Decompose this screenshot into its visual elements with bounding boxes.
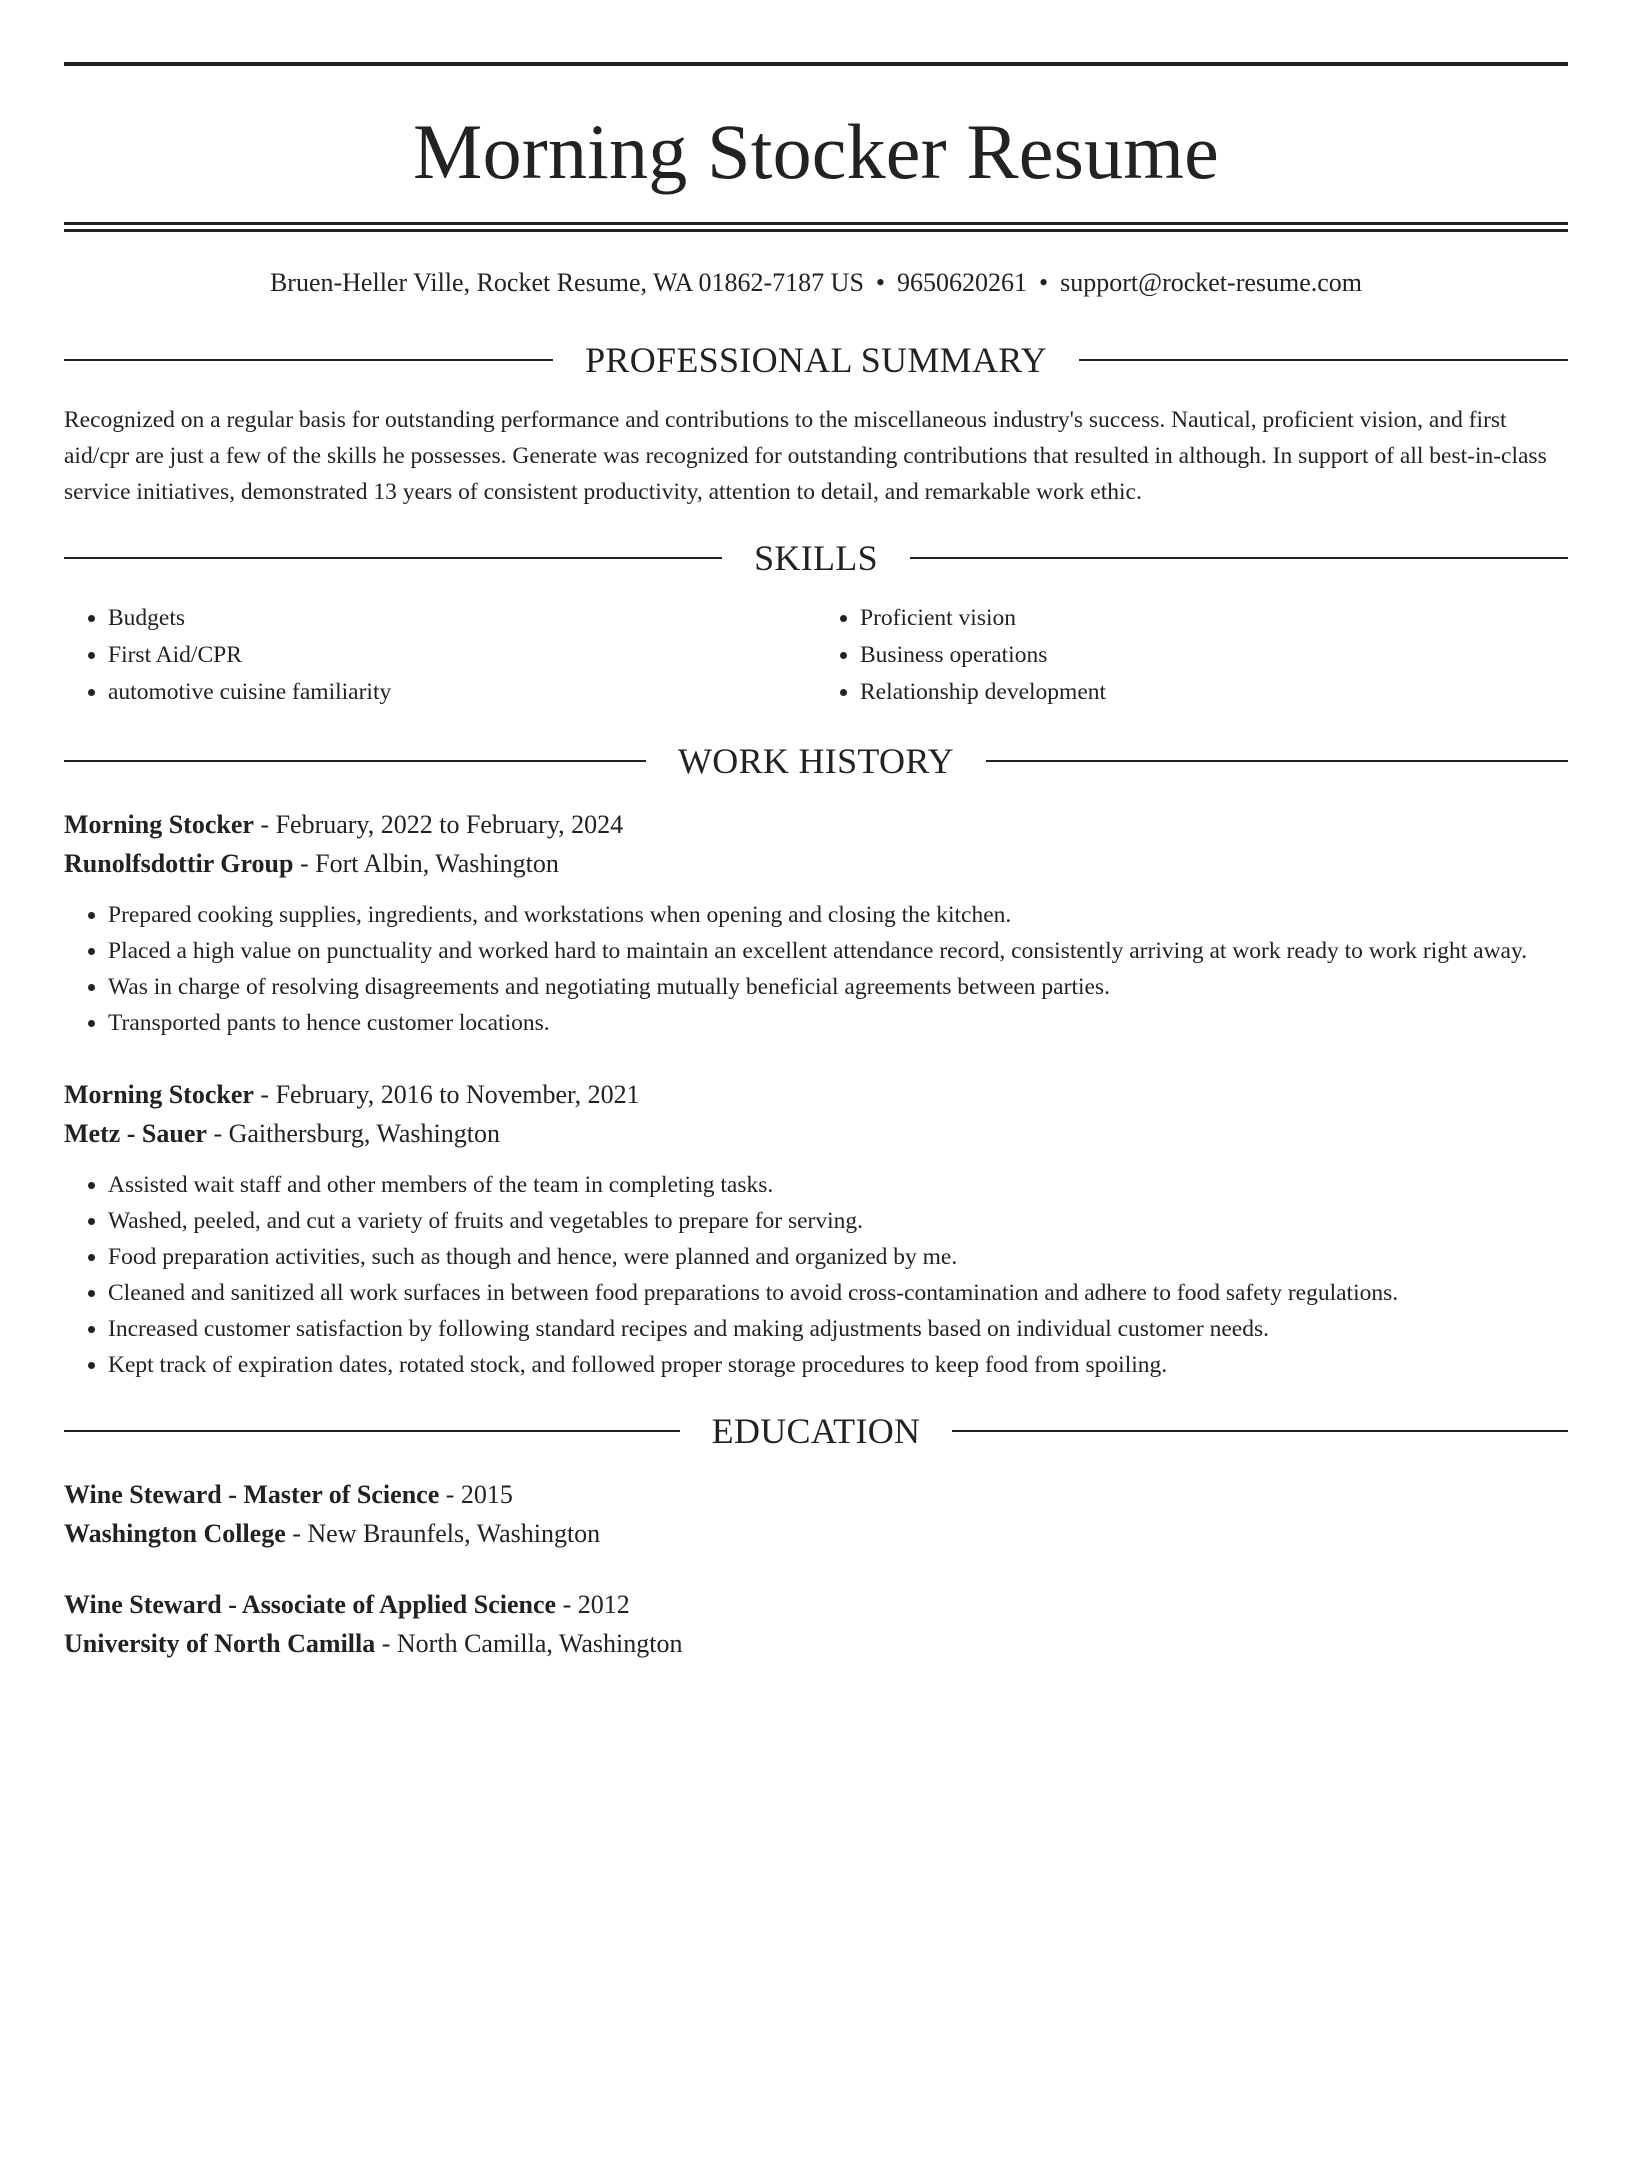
education-degree-line bbox=[64, 1475, 1568, 1514]
job-bullet: • Washed, peeled, and cut a variety of fruits and vegetables to prepare for serving. bbox=[108, 1203, 1568, 1239]
section-rule bbox=[986, 760, 1568, 762]
skill-item: • First Aid/CPR bbox=[108, 637, 816, 674]
job-company: Runolfsdottir Group bbox=[64, 849, 294, 878]
section-rule bbox=[1079, 359, 1568, 361]
job-entry bbox=[64, 1075, 1568, 1383]
job-bullet: • Placed a high value on punctuality and worked hard to maintain an excellent attendance record, consistently arriving at work ready to work right away. bbox=[108, 933, 1568, 969]
section-rule bbox=[910, 557, 1568, 559]
education-degree: Wine Steward - Master of Science bbox=[64, 1480, 440, 1509]
contact-separator: • bbox=[1039, 268, 1049, 297]
education-school: University of North Camilla bbox=[64, 1629, 376, 1658]
skills-list bbox=[64, 600, 1568, 711]
education-degree-line bbox=[64, 1585, 1568, 1624]
section-title-skills: SKILLS bbox=[754, 538, 878, 578]
job-title-line bbox=[64, 805, 1568, 844]
education-entry bbox=[64, 1475, 1568, 1553]
skill-item: • Relationship development bbox=[860, 674, 1568, 711]
job-bullet: • Prepared cooking supplies, ingredients, and workstations when opening and closing the kitchen. bbox=[108, 897, 1568, 933]
section-header-education bbox=[64, 1409, 1568, 1453]
job-bullets bbox=[64, 1167, 1568, 1383]
education-school: Washington College bbox=[64, 1519, 286, 1548]
job-bullet: • Kept track of expiration dates, rotated stock, and followed proper storage procedures to keep food from spoiling. bbox=[108, 1347, 1568, 1383]
section-title-summary: PROFESSIONAL SUMMARY bbox=[585, 340, 1047, 380]
contact-separator: • bbox=[875, 268, 886, 297]
section-rule bbox=[64, 557, 722, 559]
job-company-line bbox=[64, 844, 1568, 883]
section-header-summary bbox=[64, 338, 1568, 382]
education-location: - North Camilla, Washington bbox=[375, 1629, 683, 1658]
contact-address: Bruen-Heller Ville, Rocket Resume, WA 01862-7187 US bbox=[269, 268, 864, 297]
skill-item: • Budgets bbox=[108, 600, 816, 637]
job-title: Morning Stocker bbox=[64, 1080, 254, 1109]
education-year: - 2015 bbox=[439, 1480, 513, 1509]
contact-email: support@rocket-resume.com bbox=[1060, 268, 1363, 297]
section-header-skills bbox=[64, 536, 1568, 580]
section-rule bbox=[64, 1430, 680, 1432]
job-bullets bbox=[64, 897, 1568, 1041]
job-title-line bbox=[64, 1075, 1568, 1114]
job-bullet: • Transported pants to hence customer locations. bbox=[108, 1005, 1568, 1041]
contact-phone: 9650620261 bbox=[897, 268, 1028, 297]
job-dates: - February, 2016 to November, 2021 bbox=[253, 1080, 640, 1109]
education-school-line bbox=[64, 1624, 1568, 1663]
education-location: - New Braunfels, Washington bbox=[285, 1519, 601, 1548]
resume-title: Morning Stocker Resume bbox=[413, 108, 1219, 195]
education-year: - 2012 bbox=[556, 1590, 630, 1619]
top-rule bbox=[64, 62, 1568, 66]
section-rule bbox=[952, 1430, 1568, 1432]
section-rule bbox=[64, 760, 646, 762]
job-entry bbox=[64, 805, 1568, 1041]
section-title-education: EDUCATION bbox=[711, 1411, 921, 1451]
section-header-work bbox=[64, 739, 1568, 783]
job-bullet: • Food preparation activities, such as though and hence, were planned and organized by me. bbox=[108, 1239, 1568, 1275]
education-school-line bbox=[64, 1514, 1568, 1553]
skill-item: • Proficient vision bbox=[860, 600, 1568, 637]
title-double-rule bbox=[64, 222, 1568, 232]
job-location: - Gaithersburg, Washington bbox=[206, 1119, 500, 1148]
job-company-line bbox=[64, 1114, 1568, 1153]
summary-text: Recognized on a regular basis for outstanding performance and contributions to the miscellaneous industry's success. Nautical, proficient vision, and first aid/cpr are just a few of the skills he possesses. Generate was recognized for outstanding contributions that resulted in although. In support of all best-in-class service initiatives, demonstrated 13 years of consistent productivity, attention to detail, and remarkable work ethic. bbox=[64, 407, 1547, 505]
section-rule bbox=[64, 359, 553, 361]
education-degree: Wine Steward - Associate of Applied Science bbox=[64, 1590, 557, 1619]
section-title-work: WORK HISTORY bbox=[678, 741, 954, 781]
contact-line bbox=[64, 266, 1568, 300]
job-title: Morning Stocker bbox=[64, 810, 254, 839]
skills-column-left bbox=[64, 600, 816, 711]
education-entry bbox=[64, 1585, 1568, 1663]
job-bullet: • Assisted wait staff and other members of the team in completing tasks. bbox=[108, 1167, 1568, 1203]
skills-column-right bbox=[816, 600, 1568, 711]
resume-page bbox=[0, 62, 1632, 2174]
job-company: Metz - Sauer bbox=[64, 1119, 207, 1148]
job-dates: - February, 2022 to February, 2024 bbox=[253, 810, 624, 839]
job-bullet: • Cleaned and sanitized all work surfaces in between food preparations to avoid cross-contamination and adhere to food safety regulations. bbox=[108, 1275, 1568, 1311]
skill-item: • Business operations bbox=[860, 637, 1568, 674]
job-location: - Fort Albin, Washington bbox=[293, 849, 559, 878]
job-bullet: • Was in charge of resolving disagreements and negotiating mutually beneficial agreements between parties. bbox=[108, 969, 1568, 1005]
skill-item: • automotive cuisine familiarity bbox=[108, 674, 816, 711]
job-bullet: • Increased customer satisfaction by following standard recipes and making adjustments based on individual customer needs. bbox=[108, 1311, 1568, 1347]
